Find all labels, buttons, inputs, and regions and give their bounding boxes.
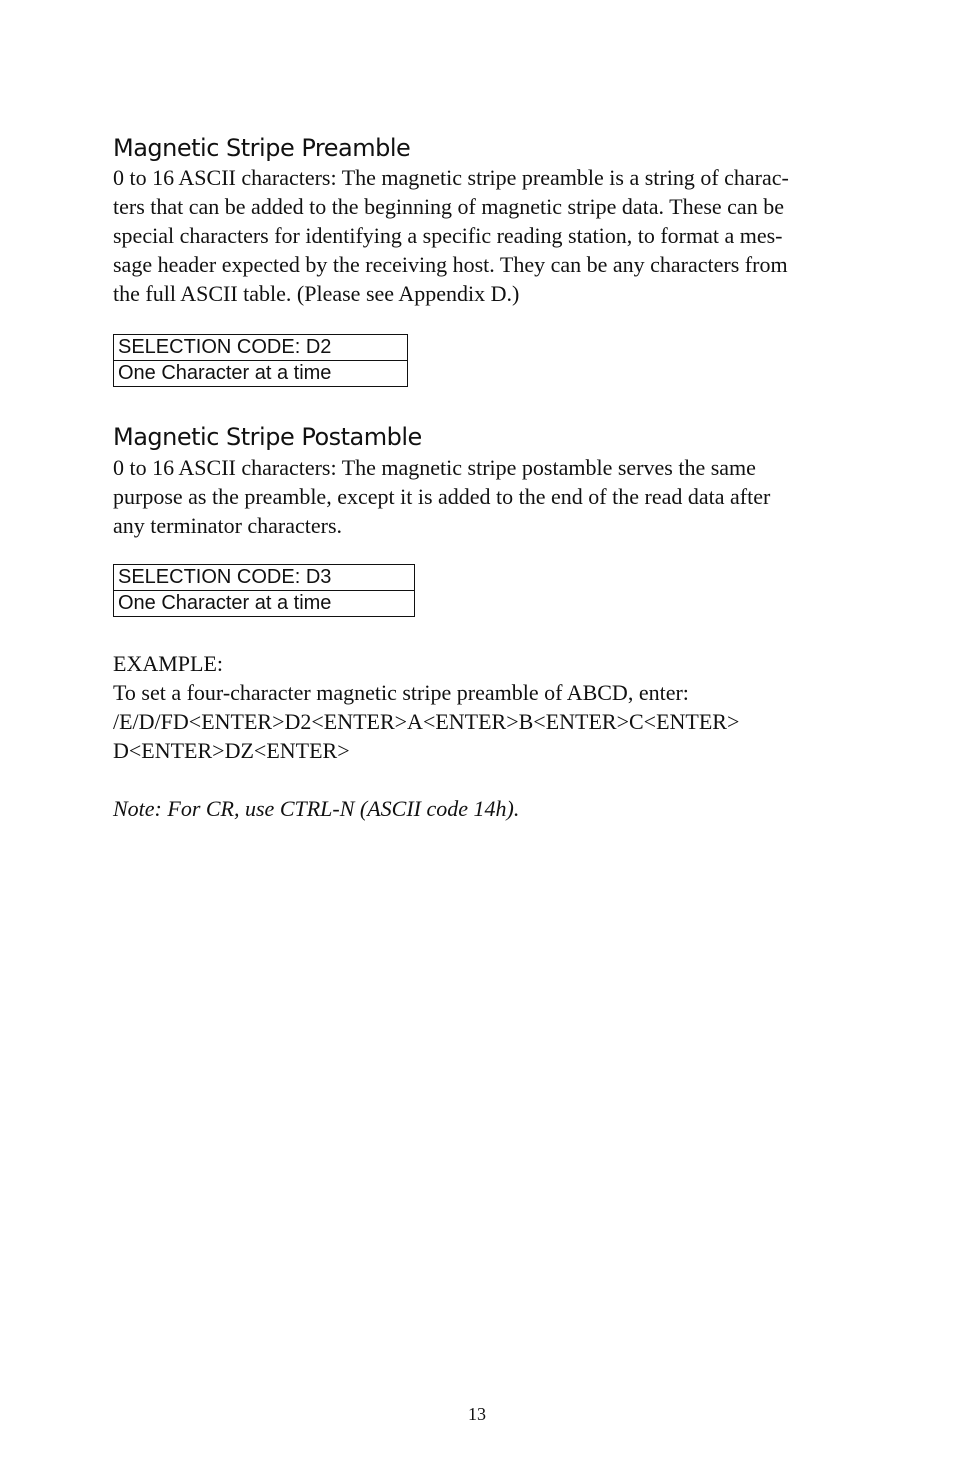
body-line: the full ASCII table. (Please see Appendix D.) — [113, 281, 520, 306]
body-line: 0 to 16 ASCII characters: The magnetic stripe preamble is a string of charac- — [113, 165, 789, 190]
body-line: special characters for identifying a specific reading station, to format a mes- — [113, 223, 783, 248]
selection-code-option: One Character at a time — [114, 360, 407, 386]
example-label: EXAMPLE: — [113, 651, 223, 676]
section-body-preamble — [113, 163, 858, 308]
selection-code-option: One Character at a time — [114, 590, 414, 616]
example-line: /E/D/FD<ENTER>D2<ENTER>A<ENTER>B<ENTER>C<ENTER> — [113, 709, 740, 734]
selection-code-box-d3 — [113, 564, 415, 617]
body-line: 0 to 16 ASCII characters: The magnetic stripe postamble serves the same — [113, 455, 756, 480]
example-line: To set a four-character magnetic stripe preamble of ABCD, enter: — [113, 680, 689, 705]
body-line: sage header expected by the receiving host. They can be any characters from — [113, 252, 788, 277]
section-body-postamble — [113, 453, 858, 540]
body-line: any terminator characters. — [113, 513, 343, 538]
note-line: Note: For CR, use CTRL-N (ASCII code 14h). — [113, 796, 520, 821]
page-number: 13 — [468, 1404, 486, 1424]
selection-code-label: SELECTION CODE: D2 — [118, 336, 332, 358]
selection-code-box-d2 — [113, 334, 408, 387]
example-block — [113, 649, 858, 765]
body-line: ters that can be added to the beginning of magnetic stripe data. These can be — [113, 194, 784, 219]
body-line: purpose as the preamble, except it is added to the end of the read data after — [113, 484, 771, 509]
note-text — [113, 794, 858, 823]
section-heading-postamble: Magnetic Stripe Postamble — [113, 423, 422, 451]
section-heading-preamble: Magnetic Stripe Preamble — [113, 134, 411, 162]
example-line: D<ENTER>DZ<ENTER> — [113, 738, 350, 763]
selection-code-label: SELECTION CODE: D3 — [118, 566, 332, 588]
